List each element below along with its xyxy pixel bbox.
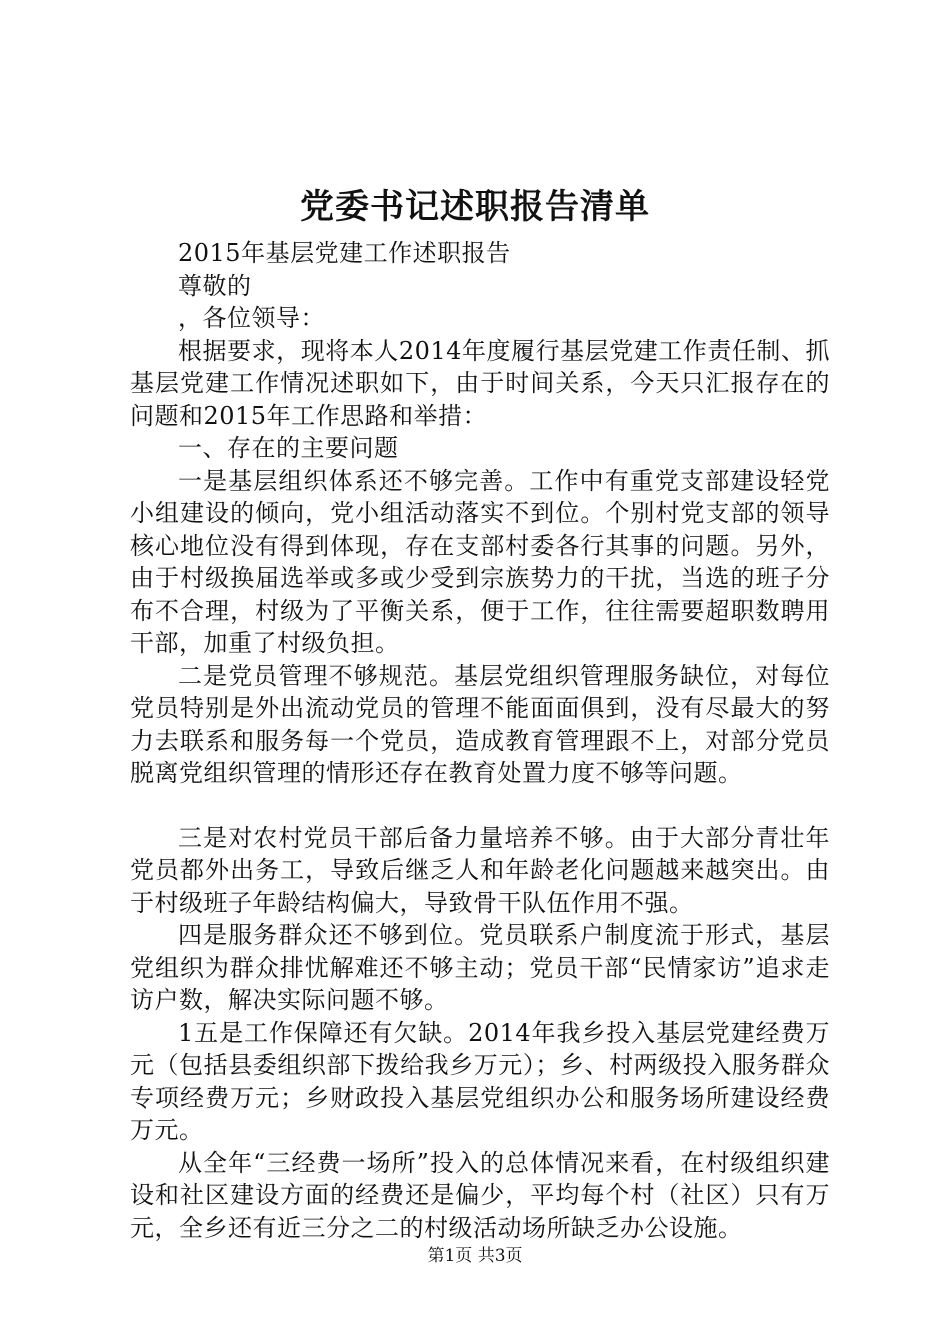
paragraph-problem-2: 二是党员管理不够规范。基层党组织管理服务缺位，对每位党员特别是外出流动党员的管理不能面面俱到，没有尽最大的努力去联系和服务每一个党员，造成教育管理跟不上，对部分党员脱离党组织管理的情形还存在教育处置力度不够等问题。 [130,661,830,787]
document-body [130,237,830,1244]
section-heading-main-problems: 一、存在的主要问题 [178,434,399,462]
paragraph-report-heading: 2015年基层党建工作述职报告 [178,239,511,267]
page-number-footer: 第1页 共3页 [427,1246,523,1266]
paragraph-problem-4: 四是服务群众还不够到位。党员联系户制度流于形式，基层党组织为群众排忧解难还不够主动；党员干部“民情家访”追求走访户数，解决实际问题不够。 [130,921,830,1014]
paragraph-problem-3: 三是对农村党员干部后备力量培养不够。由于大部分青壮年党员都外出务工，导致后继乏人和年龄老化问题越来越突出。由于村级班子年龄结构偏大，导致骨干队伍作用不强。 [130,823,830,917]
paragraph-salutation: 尊敬的 [178,271,252,300]
document-title: 党委书记述职报告清单 [300,187,650,227]
paragraph-problem-5: 1五是工作保障还有欠缺。2014年我乡投入基层党建经费万元（包括县委组织部下拨给我乡万元）；乡、村两级投入服务群众专项经费万元；乡财政投入基层党组织办公和服务场所建设经费万元。 [130,1018,830,1144]
paragraph-problem-1: 一是基层组织体系还不够完善。工作中有重党支部建设轻党小组建设的倾向，党小组活动落实不到位。个别村党支部的领导核心地位没有得到体现，存在支部村委各行其事的问题。另外，由于村级换届选举或多或少受到宗族势力的干扰，当选的班子分布不合理，村级为了平衡关系，便于工作，往往需要超职数聘用干部，加重了村级负担。 [130,466,830,657]
paragraph-funding-summary: 从全年“三经费一场所”投入的总体情况来看，在村级组织建设和社区建设方面的经费还是偏少，平均每个村（社区）只有万元，全乡还有近三分之二的村级活动场所缺乏办公设施。 [130,1148,830,1242]
paragraph-salutation-continued: ，各位领导： [178,304,325,332]
paragraph-introduction: 根据要求，现将本人2014年度履行基层党建工作责任制、抓基层党建工作情况述职如下，由于时间关系，今天只汇报存在的问题和2015年工作思路和举措： [130,336,830,430]
